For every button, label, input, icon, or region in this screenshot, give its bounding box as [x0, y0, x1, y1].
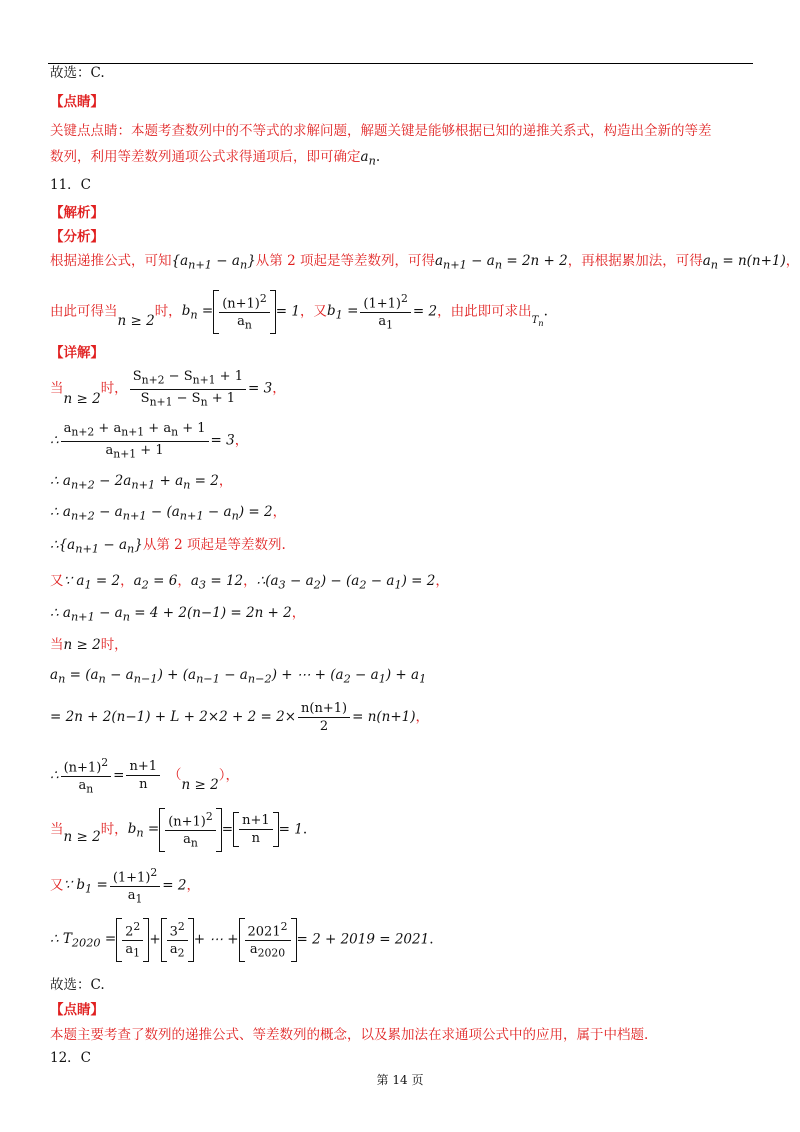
section-heading-comment: 【点睛】: [50, 94, 104, 110]
detail-line-2: ∴ $\frac{a_{n+2} + a_{n+1} + a_n + 1}{a_{n+1} + 1}$ = 3，: [50, 421, 249, 461]
question-number-11: 11．C: [50, 177, 92, 193]
comment-line-1: 关键点点睛：本题考查数列中的不等式的求解问题，解题关键是能够根据已知的递推关系式，构造出全新的等差: [50, 123, 712, 139]
analysis-line-2: 由此可得当n ≥ 2时，$b_n$ = $\frac{(n+1)^2}{a_n}$ = 1，又$b_1$ = $\frac{(1+1)^2}{a_1}$ = 2，由此即可求出$_{T_n}$.: [50, 292, 548, 332]
section-heading-detail: 【详解】: [50, 345, 104, 361]
section-heading-analysis: 【解析】: [50, 205, 104, 221]
detail-line-4: ∴ $a_{n+2} - a_{n+1} - (a_{n+1} - a_n) = 2$，: [50, 504, 287, 523]
detail-line-7: ∴ $a_{n+1} - a_n = 4 + 2(n-1) = 2n + 2$，: [50, 605, 306, 624]
detail-line-9: $a_n = (a_n - a_{n-1}) + (a_{n-1} - a_{n-2})$ + ⋯ + $(a_2 - a_1) + a_1$: [50, 667, 427, 686]
detail-line-10: = 2n + 2(n−1) + L + 2×2 + 2 = 2× $\frac{n(n+1)}{2}$ = n(n+1)，: [50, 701, 430, 734]
detail-line-13: 又∵ $b_1$ = $\frac{(1+1)^2}{a_1}$ = 2，: [50, 866, 200, 906]
comment-line-3: 本题主要考查了数列的递推公式、等差数列的概念，以及累加法在求通项公式中的应用，属于中档题.: [50, 1027, 649, 1043]
section-heading-think: 【分析】: [50, 229, 104, 245]
detail-line-1: 当n ≥ 2时， $\frac{S_{n+2} - S_{n+1} + 1}{S_{n+1} - S_n + 1}$ = 3，: [50, 369, 286, 409]
question-number-12: 12．C: [50, 1050, 92, 1066]
detail-line-11: ∴ $\frac{(n+1)^2}{a_n}$ = $\frac{n+1}{n}$ （n ≥ 2），: [50, 756, 239, 796]
detail-line-6: 又∵ $a_1 = 2$，$a_2 = 6$，$a_3 = 12$，$\therefore(a_3 - a_2) - (a_2 - a_1) = 2$，: [50, 573, 449, 592]
answer-line-10: 故选：C.: [50, 65, 105, 81]
detail-line-3: ∴ $a_{n+2} - 2a_{n+1} + a_n = 2$，: [50, 473, 233, 492]
detail-line-8: 当n ≥ 2时，: [50, 637, 128, 653]
analysis-line-1: 根据递推公式，可知$\{a_{n+1} - a_n\}$从第 2 项起是等差数列，可得$a_{n+1} - a_n = 2n + 2$，再根据累加法，可得$a_n = n(n+1)$，: [50, 253, 800, 272]
detail-line-12: 当n ≥ 2时，$b_n$ = $\frac{(n+1)^2}{a_n}$ = $\frac{n+1}{n}$ = 1.: [50, 810, 308, 850]
page-number: 第 14 页: [376, 1073, 424, 1087]
section-heading-comment-2: 【点睛】: [50, 1002, 104, 1018]
detail-line-5: $\therefore\{a_{n+1} - a_n\}$从第 2 项起是等差数列.: [50, 537, 286, 556]
comment-line-2: 数列，利用等差数列通项公式求得通项后，即可确定$a_n$.: [50, 149, 381, 168]
detail-line-14: ∴ $T_{2020}$ = $\frac{2^2}{a_1}$ + $\frac{3^2}{a_2}$ + ⋯ + $\frac{2021^2}{a_{2020}}$ = 2 + 2019 = 2021.: [50, 920, 434, 960]
answer-line-11: 故选：C.: [50, 977, 105, 993]
header-rule: [48, 63, 753, 64]
